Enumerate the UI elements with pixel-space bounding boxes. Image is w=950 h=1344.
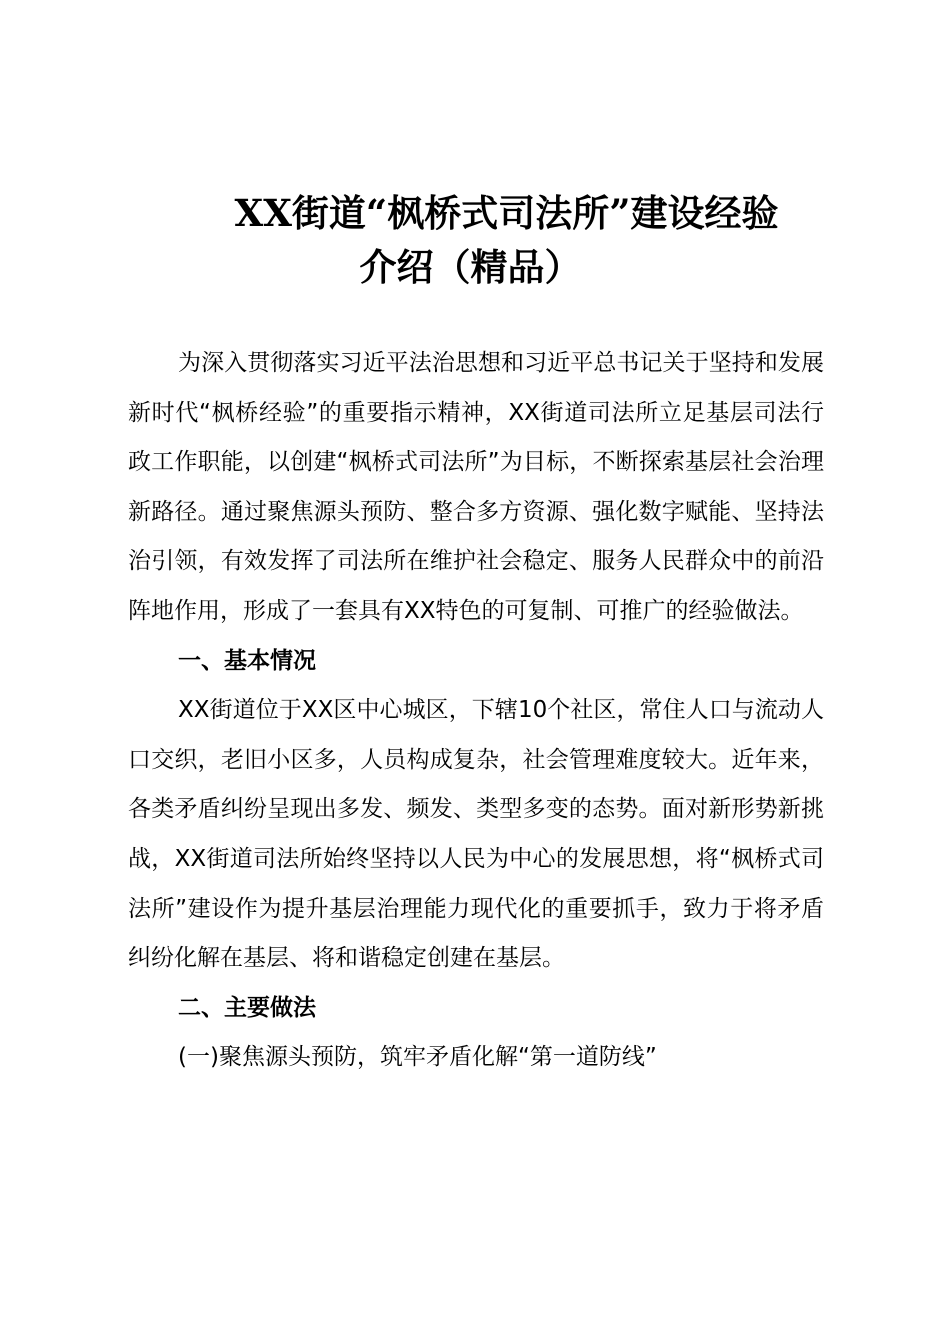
basic-situation-paragraph: XX街道位于XX区中心城区，下辖10个社区，常住人口与流动人口交织，老旧小区多，人员构成复杂，社会管理难度较大。近年来，各类矛盾纠纷呈现出多发、频发、类型多变的态势。面对新形势新挑战，XX街道司法所始终坚持以人民为中心的发展思想，将“枫桥式司法所”建设作为提升基层治理能力现代化的重要抓手，致力于将矛盾纠纷化解在基层、将和谐稳定创建在基层。 — [128, 697, 824, 972]
subsection-heading-source-prevention: (一)聚焦源头预防，筑牢矛盾化解“第一道防线” — [178, 1044, 657, 1071]
document-body — [128, 339, 824, 1083]
title-line-2: 介绍（精品） — [359, 245, 582, 289]
intro-paragraph: 为深入贯彻落实习近平法治思想和习近平总书记关于坚持和发展新时代“枫桥经验”的重要指示精神，XX街道司法所立足基层司法行政工作职能，以创建“枫桥式司法所”为目标，不断探索基层社会治理新路径。通过聚焦源头预防、整合多方资源、强化数字赋能、坚持法治引领，有效发挥了司法所在维护社会稳定、服务人民群众中的前沿阵地作用，形成了一套具有XX特色的可复制、可推广的经验做法。 — [128, 350, 824, 624]
title-line-1: XX街道“枫桥式司法所”建设经验 — [234, 191, 779, 235]
document-title — [128, 186, 878, 294]
section-heading-basic-situation: 一、基本情况 — [178, 647, 316, 674]
section-heading-main-practices: 二、主要做法 — [178, 994, 316, 1021]
